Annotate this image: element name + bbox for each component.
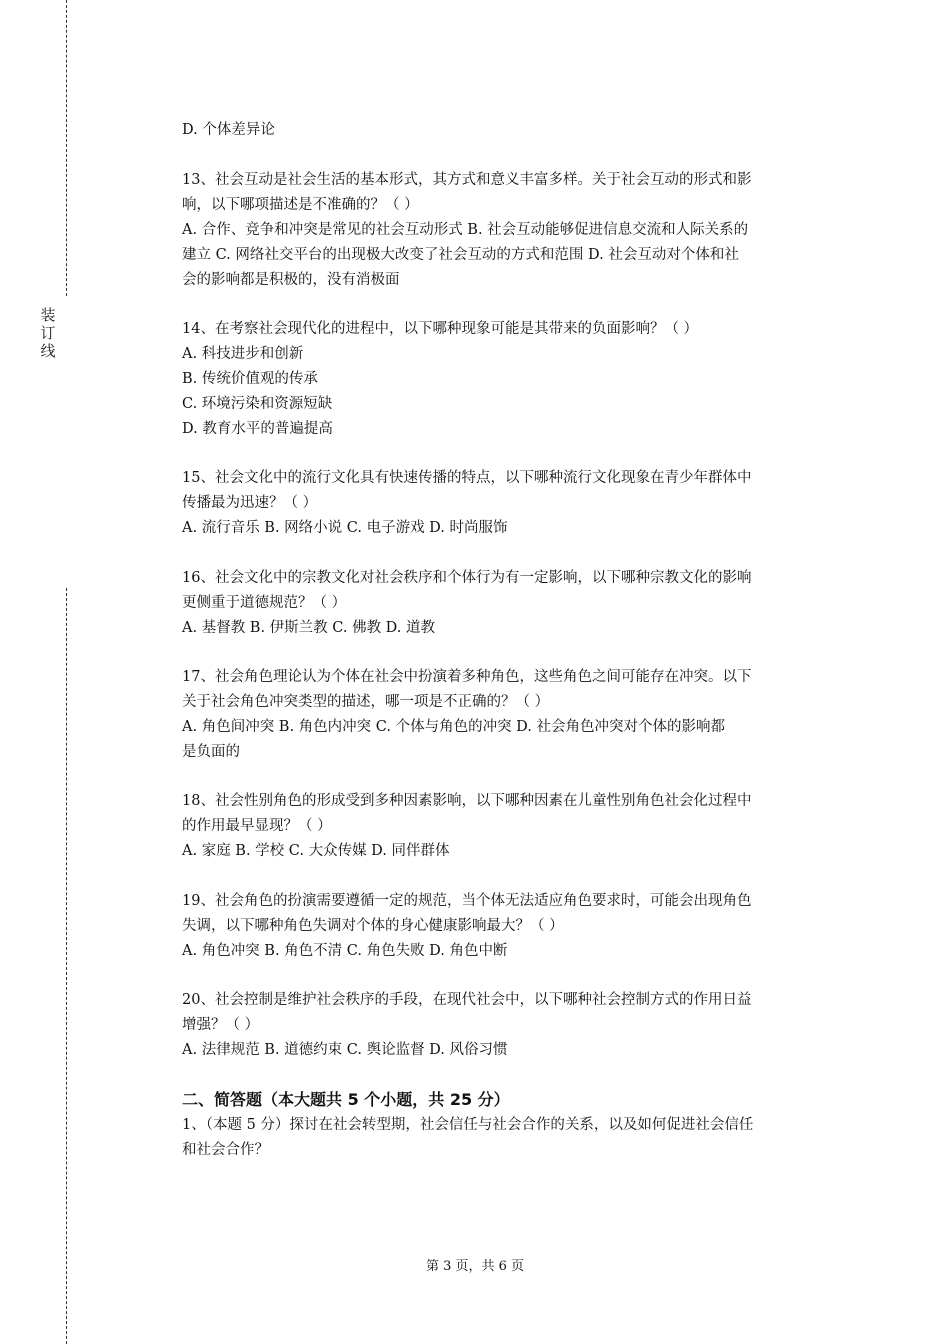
q19-stem-line: 19、社会角色的扮演需要遵循一定的规范，当个体无法适应角色要求时，可能会出现角色 — [182, 893, 752, 909]
q13-options-line: 会的影响都是积极的，没有消极面 — [182, 272, 400, 288]
section-2-title: 二、简答题（本大题共 5 个小题，共 25 分） — [182, 1090, 510, 1109]
q18-stem-line: 18、社会性别角色的形成受到多种因素影响，以下哪种因素在儿童性别角色社会化过程中 — [182, 793, 752, 809]
binding-dashed-line-bottom — [66, 588, 67, 1344]
binding-dashed-line-top — [66, 0, 67, 296]
page-footer: 第 3 页，共 6 页 — [425, 1259, 525, 1274]
question-13 — [182, 168, 838, 293]
question-19 — [182, 889, 838, 964]
question-16 — [182, 566, 838, 641]
q16-stem-line: 更侧重于道德规范？（ ） — [182, 595, 347, 611]
q20-options: A. 法律规范 B. 道德约束 C. 舆论监督 D. 风俗习惯 — [182, 1042, 508, 1058]
sa-q1-line: 1、（本题 5 分）探讨在社会转型期，社会信任与社会合作的关系，以及如何促进社会信任 — [182, 1117, 754, 1133]
q14-option-d: D. 教育水平的普遍提高 — [182, 421, 333, 437]
q12-option-d: D. 个体差异论 — [182, 122, 275, 138]
q19-options: A. 角色冲突 B. 角色不清 C. 角色失败 D. 角色中断 — [182, 943, 508, 959]
q15-options: A. 流行音乐 B. 网络小说 C. 电子游戏 D. 时尚服饰 — [182, 520, 508, 536]
q13-options-line: A. 合作、竞争和冲突是常见的社会互动形式 B. 社会互动能够促进信息交流和人际关系的 — [182, 222, 749, 238]
q14-option-c: C. 环境污染和资源短缺 — [182, 396, 333, 412]
q17-options-line: A. 角色间冲突 B. 角色内冲突 C. 个体与角色的冲突 D. 社会角色冲突对个体的影响都 — [182, 719, 726, 735]
sa-q1-line: 和社会合作？ — [182, 1142, 269, 1158]
binding-line-label — [38, 306, 58, 360]
q16-stem-line: 16、社会文化中的宗教文化对社会秩序和个体行为有一定影响，以下哪种宗教文化的影响 — [182, 570, 752, 586]
q14-option-a: A. 科技进步和创新 — [182, 346, 304, 362]
question-15 — [182, 466, 838, 541]
q17-options-line: 是负面的 — [182, 744, 240, 760]
q13-stem-line: 响，以下哪项描述是不准确的？（ ） — [182, 197, 419, 213]
question-17 — [182, 665, 838, 765]
q20-stem-line: 增强？（ ） — [182, 1017, 260, 1033]
q19-stem-line: 失调，以下哪种角色失调对个体的身心健康影响最大？（ ） — [182, 918, 564, 934]
q20-stem-line: 20、社会控制是维护社会秩序的手段，在现代社会中，以下哪种社会控制方式的作用日益 — [182, 992, 752, 1008]
short-answer-question-1 — [182, 1113, 838, 1163]
binding-label-char: 订 — [40, 324, 56, 342]
q14-stem: 14、在考察社会现代化的进程中，以下哪种现象可能是其带来的负面影响？（ ） — [182, 321, 699, 337]
q15-stem-line: 传播最为迅速？（ ） — [182, 495, 318, 511]
q15-stem-line: 15、社会文化中的流行文化具有快速传播的特点，以下哪种流行文化现象在青少年群体中 — [182, 470, 752, 486]
question-14 — [182, 317, 838, 442]
q13-stem-line: 13、社会互动是社会生活的基本形式，其方式和意义丰富多样。关于社会互动的形式和影 — [182, 172, 752, 188]
q17-stem-line: 17、社会角色理论认为个体在社会中扮演着多种角色，这些角色之间可能存在冲突。以下 — [182, 669, 752, 685]
q13-options-line: 建立 C. 网络社交平台的出现极大改变了社会互动的方式和范围 D. 社会互动对个体和社 — [182, 247, 739, 263]
question-18 — [182, 789, 838, 864]
question-20 — [182, 988, 838, 1063]
q14-option-b: B. 传统价值观的传承 — [182, 371, 318, 387]
binding-label-char: 装 — [40, 306, 56, 324]
binding-label-char: 线 — [40, 342, 56, 360]
q16-options: A. 基督教 B. 伊斯兰教 C. 佛教 D. 道教 — [182, 620, 436, 636]
q18-options: A. 家庭 B. 学校 C. 大众传媒 D. 同伴群体 — [182, 843, 450, 859]
q18-stem-line: 的作用最早显现？（ ） — [182, 818, 332, 834]
q17-stem-line: 关于社会角色冲突类型的描述，哪一项是不正确的？（ ） — [182, 694, 550, 710]
